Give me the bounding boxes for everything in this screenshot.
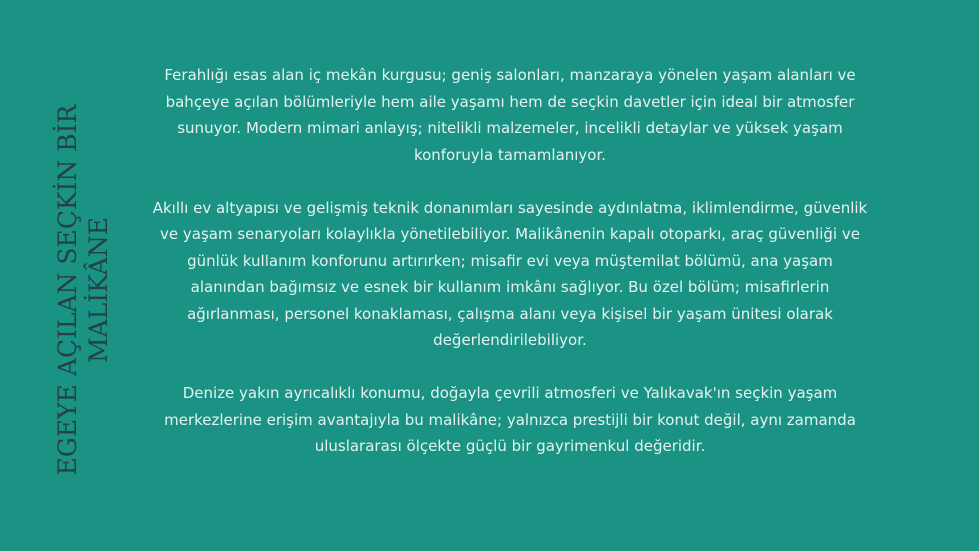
paragraph-interior: Ferahlığı esas alan iç mekân kurgusu; geniş salonları, manzaraya yönelen yaşam alanları ve bahçeye açılan bölümleriyle hem aile yaşamı hem de seçkin davetler için ideal bir atmosfer sunuyor. Modern mimari anlayış; nitelikli malzemeler, incelikli detaylar ve yüksek yaşam konforuyla tamamlanıyor.: [164, 66, 856, 164]
page-title: [52, 105, 114, 476]
page-title-line-2: MALİKÂNE: [84, 217, 113, 363]
page-title-line-1: EGEYE AÇILAN SEÇKİN BİR: [53, 104, 82, 476]
paragraph-smart-home: Akıllı ev altyapısı ve gelişmiş teknik donanımları sayesinde aydınlatma, iklimlendirme, güvenlik ve yaşam senaryoları kolaylıkla yönetilebiliyor. Malikânenin kapalı otoparkı, araç güvenliği ve günlük kullanım konforunu artırırken; misafir evi veya müştemilat bölümü, ana yaşam alanından bağımsız ve esnek bir kullanım imkânı sağlıyor. Bu özel bölüm; misafirlerin ağırlanması, personel konaklaması, çalışma alanı veya kişisel bir yaşam ünitesi olarak değerlendirilebiliyor.: [152, 198, 868, 349]
body-text: [152, 62, 868, 460]
paragraph-location: Denize yakın ayrıcalıklı konumu, doğayla çevrili atmosferi ve Yalıkavak'ın seçkin yaşam merkezlerine erişim avantajıyla bu malikâne; yalnızca prestijli bir konut değil, aynı zamanda uluslararası ölçekte güçlü bir gayrimenkul değeridir.: [164, 384, 856, 455]
